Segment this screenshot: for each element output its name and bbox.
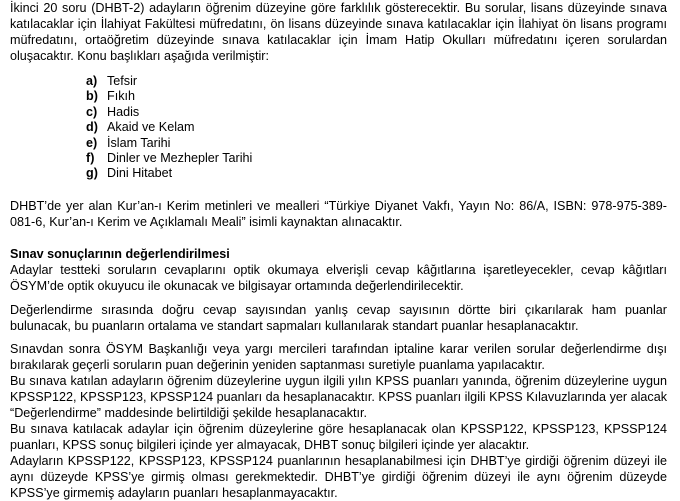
list-item: [86, 120, 667, 135]
list-item-label: Dinler ve Mezhepler Tarihi: [107, 151, 253, 166]
list-item: [86, 105, 667, 120]
list-item-letter: e): [86, 135, 98, 150]
list-item: [86, 151, 667, 166]
list-item-letter: a): [86, 74, 98, 88]
list-item-letter: g): [86, 166, 98, 181]
list-item-label: Dini Hitabet: [107, 166, 173, 181]
list-item-letter: c): [86, 104, 98, 119]
list-item: [86, 136, 667, 151]
paragraph-optical-reading: Adaylar testteki soruların cevaplarını optik okumaya elverişli cevap kâğıtlarına işaretleyecekler, cevap kâğıtları ÖSYM’de optik okuyucu ile okunacak ve bilgisayar ortamında değerlendirilecektir.: [10, 262, 667, 293]
list-item-letter: d): [86, 120, 98, 135]
paragraph-dhbt-results: Bu sınava katılacak adaylar için öğrenim düzeylerine göre hesaplanacak olan KPSSP122, KPSSP123, KPSSP124 puanları, KPSS sonuç bilgileri içinde yer almayacak, DHBT sonuç bilgileri içinde yer alacaktır.: [10, 421, 667, 452]
list-item-label: Akaid ve Kelam: [107, 120, 195, 135]
list-item-letter: f): [86, 151, 95, 166]
section-heading: Sınav sonuçlarının değerlendirilmesi: [10, 246, 230, 261]
list-item-label: İslam Tarihi: [107, 135, 171, 150]
source-note-paragraph: DHBT’de yer alan Kur’an-ı Kerim metinleri ve mealleri “Türkiye Diyanet Vakfı, Yayın No: 86/A, ISBN: 978-975-389-081-6, Kur’an-ı Kerim ve Açıklamalı Meali” isimli kaynaktan alınacaktır.: [10, 198, 667, 229]
topic-list: [86, 74, 667, 182]
paragraph-scoring: Değerlendirme sırasında doğru cevap sayısından yanlış cevap sayısının dörtte biri çıkarılarak ham puanlar bulunacak, bu puanların ortalama ve standart sapmaları kullanılarak standart puanlar hesaplanacaktır.: [10, 302, 667, 333]
list-item-label: Fıkıh: [107, 89, 135, 104]
list-item: [86, 166, 667, 181]
list-item-label: Tefsir: [107, 74, 138, 88]
list-item: [86, 74, 667, 89]
paragraph-cancellation: Sınavdan sonra ÖSYM Başkanlığı veya yargı mercileri tarafından iptaline karar verilen sorular değerlendirme dışı bırakılarak geçerli soruların puan değerinin yeniden saptanması suretiyle puanlama yapılacaktır.: [10, 341, 667, 372]
document-page: [10, 0, 667, 501]
list-item-letter: b): [86, 89, 98, 104]
list-item: [86, 89, 667, 104]
list-item-label: Hadis: [107, 104, 140, 119]
paragraph-score-eligibility: Adayların KPSSP122, KPSSP123, KPSSP124 puanlarının hesaplanabilmesi için DHBT’ye girdiği öğrenim düzeyi ile aynı düzeyde KPSS’ye girmiş olması gerekmektedir. DHBT’ye girdiği öğrenim düzeyi ile aynı öğrenim düzeyde KPSS’ye girmemiş adayların puanları hesaplanmayacaktır.: [10, 453, 667, 500]
paragraph-kpss-scores: Bu sınava katılan adayların öğrenim düzeylerine uygun ilgili yılın KPSS puanları yanında, öğrenim düzeylerine uygun KPSSP122, KPSSP123, KPSSP124 puanları da hesaplanacaktır. KPSS puanları ilgili KPSS Kılavuzlarında yer alacak “Değerlendirme” maddesinde belirtildiği şekilde hesaplanacaktır.: [10, 373, 667, 420]
intro-paragraph: İkinci 20 soru (DHBT-2) adayların öğrenim düzeyine göre farklılık gösterecektir. Bu sorular, lisans düzeyinde sınava katılacaklar için İlahiyat Fakültesi müfredatını, ön lisans düzeyinde sınava katılacaklar için İlahiyat ön lisans programı müfredatını, ortaöğretim düzeyinde sınava katılacaklar için İmam Hatip Okulları müfredatını içeren sorulardan oluşacaktır. Konu başlıkları aşağıda verilmiştir:: [10, 1, 667, 63]
